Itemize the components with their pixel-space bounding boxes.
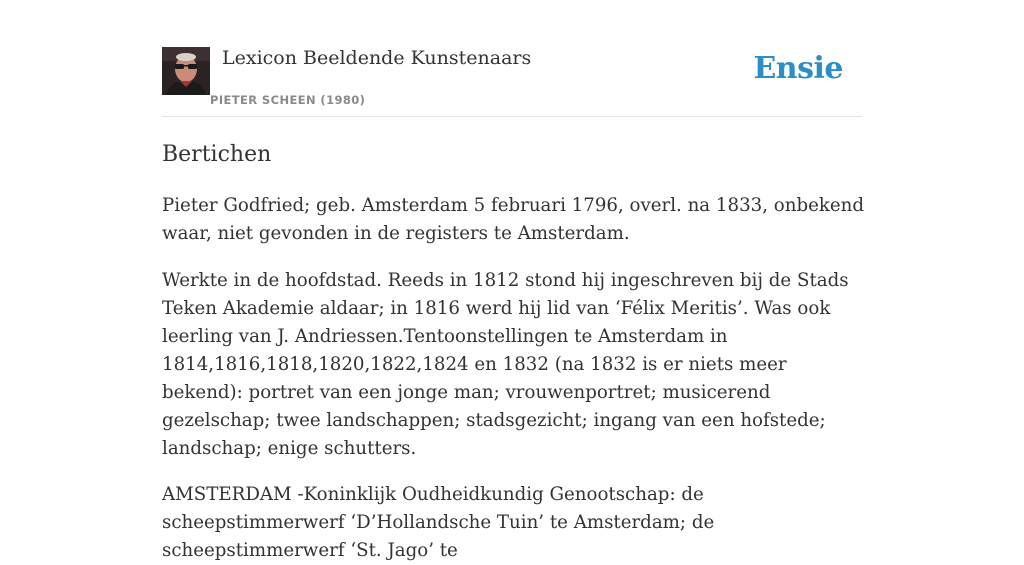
avatar-photo-icon xyxy=(162,47,210,95)
site-title[interactable]: Lexicon Beeldende Kunstenaars xyxy=(222,47,532,69)
article-paragraph: Pieter Godfried; geb. Amsterdam 5 februari 1796, overl. na 1833, onbekend waar, niet gevonden in de registers te Amsterdam. xyxy=(162,195,864,244)
page-header xyxy=(162,46,862,117)
article-content xyxy=(162,140,864,565)
article-paragraph: Werkte in de hoofdstad. Reeds in 1812 stond hij ingeschreven bij de Stads Teken Akademie aldaar; in 1816 werd hij lid van ‘Félix Meritis’. Was ook leerling van J. Andriessen.Tentoonstellingen te Amsterdam in 1814,1816,1818,1820,1822,1824 en 1832 (na 1832 is er niets meer bekend): portret van een jonge man; vrouwenportret; musicerend gezelschap; twee landschappen; stadsgezicht; ingang van een hofstede; landschap; enige schutters. xyxy=(162,270,849,459)
article-title: Bertichen xyxy=(162,142,272,167)
article-paragraph: AMSTERDAM -Koninklijk Oudheidkundig Genootschap: de scheepstimmerwerf ‘D’Hollandsche Tuin’ te Amsterdam; de scheepstimmerwerf ‘St. Jago’ te xyxy=(162,484,715,561)
avatar[interactable] xyxy=(162,47,210,95)
author-byline[interactable]: PIETER SCHEEN (1980) xyxy=(210,93,366,107)
brand-logo[interactable]: Ensie xyxy=(753,51,843,86)
